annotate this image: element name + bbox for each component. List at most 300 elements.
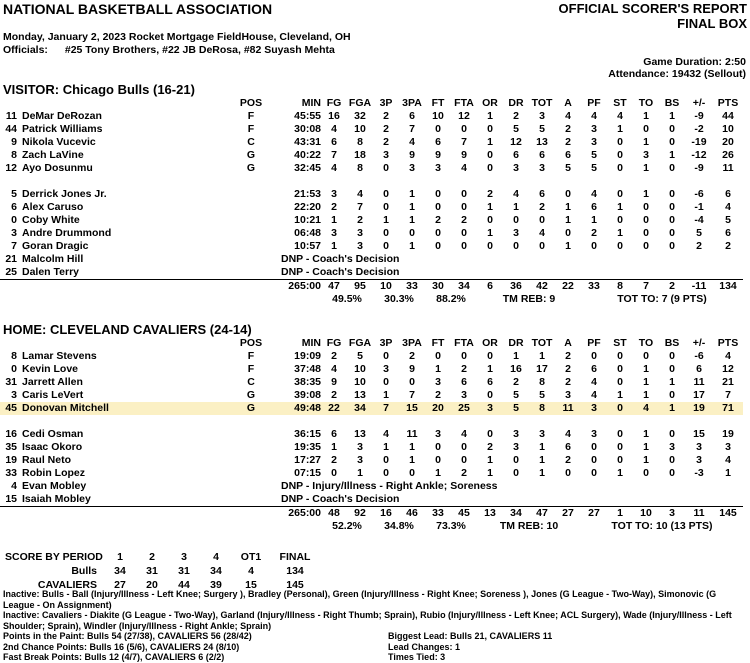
stat-cell: 1 [435, 363, 441, 375]
stat-cell: 12 [458, 110, 470, 122]
stat-cell: 0 [461, 188, 467, 200]
col-header: POS [239, 337, 263, 349]
stat-cell: 19 [685, 402, 713, 415]
stat-cell: 3 [331, 188, 337, 200]
inactive-cavaliers: Inactive: Cavaliers - Diakite (G League - Two-Way), Garland (Injury/Illness - Right Thumb; Sprain), Rubio (Injury/Illness - Left Knee; ACL Surgery), Wade (Injury/Illness - Left Shoulder; Sprain), Windler (Injury/Illness - Right Ankle; Sprain) [3, 610, 732, 631]
dnp-reason: DNP - Coach's Decision [281, 493, 400, 505]
stat-cell: 9 [331, 376, 337, 388]
biggest-lead: Biggest Lead: Bulls 21, CAVALIERS 11 [388, 631, 553, 641]
jersey-number: 11 [5, 110, 17, 122]
stat-cell: 3 [357, 240, 363, 252]
col-header: 3P [379, 97, 393, 109]
stat-cell: 9 [435, 149, 441, 161]
dnp-reason: DNP - Coach's Decision [281, 253, 400, 265]
stat-cell: 1 [357, 467, 363, 479]
stat-cell [231, 428, 271, 441]
player-row [0, 110, 743, 123]
period-score: 134 [286, 565, 304, 577]
jersey-number: 9 [11, 136, 17, 148]
stat-cell: 0 [513, 467, 519, 479]
stat-cell: 1 [669, 149, 675, 161]
total-cell: 265:00 [271, 280, 321, 294]
dnp-pos-blank [231, 266, 271, 280]
stat-cell: G [246, 389, 256, 401]
stat-cell: 1 [539, 441, 545, 453]
stat-cell: 3 [591, 428, 597, 440]
col-header: TO [638, 337, 654, 349]
stat-cell: 4 [513, 188, 519, 200]
stat-cell: 0 [591, 441, 597, 453]
stat-cell: 0 [435, 123, 441, 135]
stat-cell: 0 [669, 454, 675, 466]
stat-cell: 0 [487, 428, 493, 440]
col-header: FG [326, 97, 342, 109]
col-header: TOT [531, 97, 553, 109]
jersey-number: 0 [11, 363, 17, 375]
final-box-label: FINAL BOX [677, 16, 747, 31]
stat-cell: 3 [461, 389, 467, 401]
stat-cell: 0 [461, 240, 467, 252]
stat-cell: 1 [643, 454, 649, 466]
stat-cell: 6 [591, 201, 597, 213]
player-name: Dalen Terry [22, 266, 79, 278]
stat-cell: 2 [513, 110, 519, 122]
player-name: DeMar DeRozan [22, 110, 102, 122]
stat-cell: 6 [539, 188, 545, 200]
stat-cell: 37:48 [294, 363, 321, 375]
stat-cell: 11 [406, 428, 418, 440]
player-name-cell [0, 253, 231, 266]
stat-cell: 3 [513, 441, 519, 453]
player-row [0, 363, 743, 376]
stat-cell: 4 [591, 389, 597, 401]
total-cell: 33 [399, 280, 425, 294]
stat-cell: 0 [607, 402, 633, 415]
stat-cell: 2 [461, 363, 467, 375]
jersey-number: 8 [11, 149, 17, 161]
stat-cell: G [246, 149, 256, 161]
stat-cell: 2 [487, 188, 493, 200]
stat-cell: 6 [565, 441, 571, 453]
stat-cell: 0 [617, 363, 623, 375]
stat-cell: 2 [383, 123, 389, 135]
stat-cell: 4 [409, 136, 415, 148]
stat-cell: 4 [383, 428, 389, 440]
stat-cell: 3 [435, 162, 441, 174]
stat-cell: 0 [513, 454, 519, 466]
stat-cell: 7 [725, 389, 731, 401]
stat-cell: 0 [461, 227, 467, 239]
stat-cell: 2 [539, 201, 545, 213]
stat-cell: 0 [435, 350, 441, 362]
total-cell: 7 [633, 280, 659, 294]
total-cell: 47 [321, 280, 347, 294]
stat-cell: 2 [461, 467, 467, 479]
stat-cell: 19 [722, 428, 734, 440]
stat-cell: 1 [487, 454, 493, 466]
stat-cell: 21:53 [294, 188, 321, 200]
jersey-number: 33 [5, 467, 17, 479]
stat-cell: 6 [725, 227, 731, 239]
total-cell: 3 [659, 507, 685, 521]
stat-cell: 1 [659, 402, 685, 415]
total-cell: 34 [503, 507, 529, 521]
stat-cell: 2 [409, 350, 415, 362]
col-header: MIN [301, 337, 321, 349]
stat-cell: 19:09 [294, 350, 321, 362]
col-header: FT [431, 97, 445, 109]
period-score: 34 [210, 565, 222, 577]
col-header: 3P [379, 337, 393, 349]
total-cell: 92 [347, 507, 373, 521]
stat-cell: 44 [722, 110, 734, 122]
player-name-cell [0, 266, 231, 280]
stat-cell: 9 [409, 149, 415, 161]
col-header: A [564, 337, 572, 349]
stat-cell: 2 [331, 389, 337, 401]
stat-cell: 2 [357, 214, 363, 226]
stat-cell: 5 [539, 389, 545, 401]
row-spacer [0, 175, 743, 188]
stat-cell: 6 [331, 136, 337, 148]
total-cell: 95 [347, 280, 373, 294]
stat-cell: 0 [383, 162, 389, 174]
stat-cell: 2 [565, 123, 571, 135]
stat-cell: 38:35 [294, 376, 321, 388]
stat-cell [231, 214, 271, 227]
stat-cell: 36:15 [294, 428, 321, 440]
player-row [0, 214, 743, 227]
stat-cell: 5 [591, 149, 597, 161]
stat-cell: 8 [539, 376, 545, 388]
total-cell: 13 [477, 507, 503, 521]
stat-cell: 06:48 [294, 227, 321, 239]
stat-cell: 0 [643, 227, 649, 239]
stat-cell: 1 [331, 240, 337, 252]
player-name-cell [0, 376, 231, 389]
stat-cell: 0 [487, 350, 493, 362]
stat-cell: -4 [694, 214, 704, 226]
stat-cell: 10 [354, 376, 366, 388]
stat-cell: 1 [643, 363, 649, 375]
home-team-title: HOME: CLEVELAND CAVALIERS (24-14) [3, 322, 252, 337]
stat-cell: 7 [373, 402, 399, 415]
player-row [0, 389, 743, 402]
col-header: DR [508, 337, 524, 349]
stat-cell: 0 [617, 350, 623, 362]
stat-cell: 43:31 [294, 136, 321, 148]
stat-cell: 0 [565, 467, 571, 479]
total-turnovers: TOT TO: 7 (9 PTS) [617, 293, 707, 305]
dnp-reason: DNP - Coach's Decision [281, 266, 400, 278]
player-name: Lamar Stevens [22, 350, 97, 362]
col-header: A [564, 97, 572, 109]
col-header: FTA [454, 337, 474, 349]
stat-cell: 0 [617, 162, 623, 174]
total-cell: 10 [373, 280, 399, 294]
player-name: Alex Caruso [22, 201, 84, 213]
stat-cell: 1 [669, 376, 675, 388]
total-cell: 11 [685, 507, 713, 521]
three-pt-pct: 30.3% [384, 293, 414, 305]
col-header: +/- [692, 337, 706, 349]
player-row [0, 136, 743, 149]
stat-cell: 1 [513, 201, 519, 213]
stat-cell: 3 [435, 428, 441, 440]
totals-label-blank [0, 507, 231, 521]
officials-names: #25 Tony Brothers, #22 JB DeRosa, #82 Suyash Mehta [64, 44, 335, 56]
period-score: 31 [178, 565, 190, 577]
score-by-period-label: SCORE BY PERIOD [5, 551, 103, 563]
stat-cell: 12 [722, 363, 734, 375]
stat-cell: 1 [539, 467, 545, 479]
stat-cell: 4 [565, 428, 571, 440]
stat-cell: 1 [487, 136, 493, 148]
stat-cell: 1 [643, 389, 649, 401]
col-header: +/- [692, 97, 706, 109]
stat-cell: -6 [694, 188, 704, 200]
percentages-row [0, 520, 743, 533]
stat-cell: 32 [354, 110, 366, 122]
stat-cell: 5 [357, 350, 363, 362]
pct-blank [231, 293, 271, 306]
stat-cell: 10:21 [294, 214, 321, 226]
stat-cell: 0 [383, 240, 389, 252]
stat-cell: 1 [409, 454, 415, 466]
stat-cell: 0 [643, 123, 649, 135]
total-cell: 46 [399, 507, 425, 521]
fg-pct: 52.2% [332, 520, 362, 532]
home-header-row [0, 337, 743, 350]
stat-cell: 8 [529, 402, 555, 415]
jersey-number: 16 [5, 428, 17, 440]
stat-cell: 22:20 [294, 201, 321, 213]
notes-right [388, 631, 552, 663]
stat-cell: 0 [591, 350, 597, 362]
player-row [0, 428, 743, 441]
stat-cell: 7 [409, 123, 415, 135]
stat-cell: 17 [536, 363, 548, 375]
stat-cell: 0 [669, 201, 675, 213]
totals-row [0, 507, 743, 521]
stat-cell: 1 [669, 110, 675, 122]
stat-cell: 20 [425, 402, 451, 415]
stat-cell: 5 [565, 162, 571, 174]
stat-cell: 6 [565, 149, 571, 161]
stat-cell: 10 [432, 110, 444, 122]
col-header: FG [326, 337, 342, 349]
player-name-cell [0, 363, 231, 376]
player-name-cell [0, 441, 231, 454]
player-name-cell [0, 136, 231, 149]
col-header: 3PA [402, 337, 422, 349]
stat-cell: 1 [331, 214, 337, 226]
stat-cell: 0 [591, 240, 597, 252]
stat-cell: 7 [357, 201, 363, 213]
jersey-number: 45 [5, 402, 17, 414]
stat-cell: 6 [539, 149, 545, 161]
jersey-number: 4 [11, 480, 17, 492]
period-score: 34 [114, 565, 126, 577]
stat-cell: 0 [669, 227, 675, 239]
pct-blank [0, 293, 231, 306]
visitor-team-title: VISITOR: Chicago Bulls (16-21) [3, 82, 195, 97]
total-cell: 1 [607, 507, 633, 521]
total-cell: 33 [581, 280, 607, 294]
jersey-number: 6 [11, 201, 17, 213]
stat-cell: 1 [565, 214, 571, 226]
stat-cell: G [246, 162, 256, 174]
total-cell: 8 [607, 280, 633, 294]
col-header: TOT [531, 337, 553, 349]
stat-cell: 1 [383, 389, 389, 401]
player-name: Isaac Okoro [22, 441, 83, 453]
stat-cell: 8 [357, 162, 363, 174]
stat-cell: 21 [722, 376, 734, 388]
jersey-number: 35 [5, 441, 17, 453]
stat-cell: 32:45 [294, 162, 321, 174]
stat-cell: 19:35 [294, 441, 321, 453]
dnp-pos-blank [231, 253, 271, 266]
team-rebounds: TM REB: 9 [502, 293, 556, 305]
stat-cell: 2 [331, 350, 337, 362]
col-header: MIN [301, 97, 321, 109]
player-row [0, 376, 743, 389]
stat-cell: 17 [693, 389, 705, 401]
stat-cell: 2 [565, 376, 571, 388]
jersey-number: 7 [11, 240, 17, 252]
jersey-number: 21 [5, 253, 17, 265]
stat-cell: 11 [693, 376, 705, 388]
stat-cell: 3 [435, 376, 441, 388]
player-row [0, 350, 743, 363]
report-title [559, 1, 747, 31]
total-cell: 47 [529, 507, 555, 521]
total-cell: 145 [713, 507, 743, 521]
player-name-cell [0, 480, 231, 493]
stat-cell: 0 [487, 214, 493, 226]
stat-cell: 16 [510, 363, 522, 375]
period-header: 3 [181, 551, 187, 563]
stat-cell: 4 [565, 110, 571, 122]
total-turnovers: TOT TO: 10 (13 PTS) [611, 520, 713, 532]
total-cell: 45 [451, 507, 477, 521]
stat-cell: 22 [321, 402, 347, 415]
pct-blank [271, 520, 321, 533]
stat-cell: 39:08 [294, 389, 321, 401]
stat-cell: 7 [331, 149, 337, 161]
stat-cell: F [247, 350, 255, 362]
stat-cell: 0 [617, 149, 623, 161]
stat-cell: 0 [487, 149, 493, 161]
stat-cell: 5 [513, 123, 519, 135]
stat-cell: 71 [713, 402, 743, 415]
stat-cell: 6 [435, 136, 441, 148]
three-pt-pct: 34.8% [384, 520, 414, 532]
player-name-cell [0, 227, 231, 240]
stat-cell: -19 [691, 136, 707, 148]
stat-cell: 0 [487, 389, 493, 401]
period-score: 27 [114, 579, 126, 591]
jersey-number: 3 [11, 389, 17, 401]
player-name-cell [0, 240, 231, 253]
stat-cell: 1 [565, 240, 571, 252]
player-name-cell [0, 350, 231, 363]
dnp-row [0, 266, 743, 280]
stat-cell: 1 [383, 214, 389, 226]
col-header: BS [664, 337, 680, 349]
stat-cell [231, 227, 271, 240]
totals-label-blank [0, 280, 231, 294]
notes-left [3, 631, 388, 663]
stat-cell: 0 [513, 240, 519, 252]
period-score: 44 [178, 579, 190, 591]
stat-cell: 10 [354, 123, 366, 135]
player-name: Derrick Jones Jr. [22, 188, 107, 200]
stat-cell: 5 [696, 227, 702, 239]
stat-cell: 6 [487, 376, 493, 388]
col-header: DR [508, 97, 524, 109]
stat-cell: 0 [461, 123, 467, 135]
pct-blank [271, 293, 321, 306]
stat-cell: 0 [461, 454, 467, 466]
stat-cell: 0 [669, 123, 675, 135]
stat-cell [231, 240, 271, 253]
stat-cell: 11 [555, 402, 581, 415]
stat-cell: 3 [565, 389, 571, 401]
stat-cell: 0 [487, 123, 493, 135]
fast-break-points: Fast Break Points: Bulls 12 (4/7), CAVALIERS 6 (2/2) [3, 652, 225, 662]
team-rebounds: TM REB: 10 [499, 520, 559, 532]
stat-cell: -3 [694, 467, 704, 479]
stat-cell: 5 [503, 402, 529, 415]
stat-cell: 1 [331, 441, 337, 453]
jersey-number: 8 [11, 350, 17, 362]
period-team-name: Bulls [71, 565, 97, 577]
player-row [0, 227, 743, 240]
stat-cell: 13 [536, 136, 548, 148]
player-name: Zach LaVine [22, 149, 84, 161]
stat-cell: 1 [409, 441, 415, 453]
stat-cell: 18 [354, 149, 366, 161]
stat-cell: 0 [539, 240, 545, 252]
stat-cell: 1 [487, 110, 493, 122]
player-name: Raul Neto [22, 454, 72, 466]
player-row [0, 162, 743, 175]
player-name: Caris LeVert [22, 389, 84, 401]
stat-cell: F [247, 363, 255, 375]
period-score: 15 [245, 579, 257, 591]
stat-cell: 0 [669, 350, 675, 362]
stat-cell: 2 [565, 136, 571, 148]
stat-cell: 1 [539, 350, 545, 362]
stat-cell: 1 [435, 467, 441, 479]
stat-cell: 0 [435, 454, 441, 466]
stat-cell: 15 [399, 402, 425, 415]
ft-pct: 88.2% [436, 293, 466, 305]
period-header: FINAL [279, 551, 311, 563]
stat-cell: 15 [693, 428, 705, 440]
player-name: Cedi Osman [22, 428, 84, 440]
stat-cell: 1 [643, 136, 649, 148]
total-cell: 48 [321, 507, 347, 521]
stat-cell: 2 [591, 227, 597, 239]
col-header: BS [664, 97, 680, 109]
stat-cell: 5 [513, 389, 519, 401]
stat-cell: 1 [643, 188, 649, 200]
stat-cell: 0 [383, 467, 389, 479]
player-name-cell [0, 110, 231, 123]
